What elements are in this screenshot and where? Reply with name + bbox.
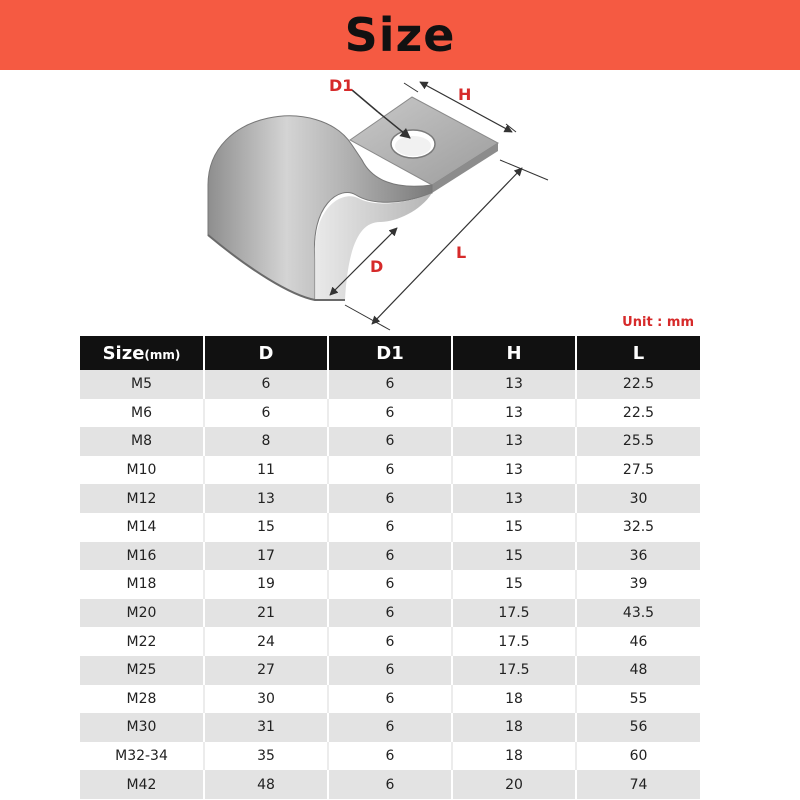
cell-d1: 6 <box>328 427 452 456</box>
label-d: D <box>370 257 384 276</box>
label-h: H <box>458 85 472 104</box>
cell-d: 15 <box>204 513 328 542</box>
cell-d1: 6 <box>328 713 452 742</box>
cell-d1: 6 <box>328 399 452 428</box>
cell-size: M16 <box>80 542 204 571</box>
cell-l: 56 <box>576 713 700 742</box>
clamp-inner <box>315 193 432 300</box>
cell-l: 22.5 <box>576 370 700 399</box>
cell-size: M10 <box>80 456 204 485</box>
cell-h: 18 <box>452 742 576 771</box>
header-d1: D1 <box>328 336 452 370</box>
cell-l: 25.5 <box>576 427 700 456</box>
cell-d: 11 <box>204 456 328 485</box>
cell-h: 17.5 <box>452 599 576 628</box>
cell-size: M8 <box>80 427 204 456</box>
cell-l: 46 <box>576 627 700 656</box>
cell-d: 27 <box>204 656 328 685</box>
cell-d1: 6 <box>328 456 452 485</box>
cell-d: 24 <box>204 627 328 656</box>
cell-h: 15 <box>452 513 576 542</box>
cell-d1: 6 <box>328 570 452 599</box>
header-d: D <box>204 336 328 370</box>
cell-d1: 6 <box>328 742 452 771</box>
cell-d: 13 <box>204 484 328 513</box>
table-row <box>80 513 700 542</box>
cell-size: M6 <box>80 399 204 428</box>
cell-size: M12 <box>80 484 204 513</box>
cell-size: M25 <box>80 656 204 685</box>
cell-l: 30 <box>576 484 700 513</box>
cell-d1: 6 <box>328 627 452 656</box>
unit-note: Unit : mm <box>622 315 694 330</box>
page-title: Size <box>344 8 456 62</box>
cell-l: 36 <box>576 542 700 571</box>
header-size-label: Size <box>102 342 145 364</box>
cell-d: 17 <box>204 542 328 571</box>
cell-h: 18 <box>452 713 576 742</box>
cell-size: M32-34 <box>80 742 204 771</box>
cell-h: 15 <box>452 570 576 599</box>
clamp-diagram <box>0 70 800 332</box>
header-size-unit: (mm) <box>144 347 181 362</box>
cell-size: M18 <box>80 570 204 599</box>
cell-size: M22 <box>80 627 204 656</box>
cell-h: 13 <box>452 484 576 513</box>
cell-d: 31 <box>204 713 328 742</box>
cell-size: M20 <box>80 599 204 628</box>
cell-size: M14 <box>80 513 204 542</box>
cell-d1: 6 <box>328 656 452 685</box>
cell-d1: 6 <box>328 685 452 714</box>
table-row <box>80 484 700 513</box>
table-row <box>80 456 700 485</box>
table-row <box>80 542 700 571</box>
table-row <box>80 599 700 628</box>
cell-h: 15 <box>452 542 576 571</box>
cell-l: 43.5 <box>576 599 700 628</box>
table-row <box>80 770 700 799</box>
cell-d: 6 <box>204 399 328 428</box>
cell-d: 30 <box>204 685 328 714</box>
cell-d1: 6 <box>328 770 452 799</box>
label-d1: D1 <box>329 76 354 95</box>
cell-l: 55 <box>576 685 700 714</box>
cell-d: 19 <box>204 570 328 599</box>
table-body <box>80 370 700 799</box>
cell-l: 39 <box>576 570 700 599</box>
cell-d1: 6 <box>328 599 452 628</box>
cell-d: 35 <box>204 742 328 771</box>
cell-h: 17.5 <box>452 627 576 656</box>
cell-size: M30 <box>80 713 204 742</box>
table-row <box>80 370 700 399</box>
header-l: L <box>576 336 700 370</box>
size-table <box>80 336 700 799</box>
cell-size: M5 <box>80 370 204 399</box>
label-l: L <box>456 243 467 262</box>
table-header-row <box>80 336 700 370</box>
cell-d: 6 <box>204 370 328 399</box>
cell-h: 17.5 <box>452 656 576 685</box>
cell-h: 13 <box>452 370 576 399</box>
cell-l: 48 <box>576 656 700 685</box>
cell-h: 13 <box>452 427 576 456</box>
cell-l: 60 <box>576 742 700 771</box>
cell-d1: 6 <box>328 542 452 571</box>
cell-h: 13 <box>452 399 576 428</box>
table-row <box>80 427 700 456</box>
cell-size: M28 <box>80 685 204 714</box>
header-h: H <box>452 336 576 370</box>
table-row <box>80 742 700 771</box>
table-row <box>80 570 700 599</box>
table-row <box>80 399 700 428</box>
table-row <box>80 627 700 656</box>
cell-l: 22.5 <box>576 399 700 428</box>
cell-h: 18 <box>452 685 576 714</box>
cell-d1: 6 <box>328 370 452 399</box>
cell-l: 32.5 <box>576 513 700 542</box>
cell-d: 48 <box>204 770 328 799</box>
cell-h: 13 <box>452 456 576 485</box>
cell-d: 8 <box>204 427 328 456</box>
table-row <box>80 713 700 742</box>
cell-l: 27.5 <box>576 456 700 485</box>
title-banner <box>0 0 800 70</box>
cell-d: 21 <box>204 599 328 628</box>
header-size <box>80 336 204 370</box>
cell-d1: 6 <box>328 484 452 513</box>
cell-h: 20 <box>452 770 576 799</box>
cell-d1: 6 <box>328 513 452 542</box>
table-row <box>80 656 700 685</box>
cell-size: M42 <box>80 770 204 799</box>
cell-l: 74 <box>576 770 700 799</box>
table-row <box>80 685 700 714</box>
